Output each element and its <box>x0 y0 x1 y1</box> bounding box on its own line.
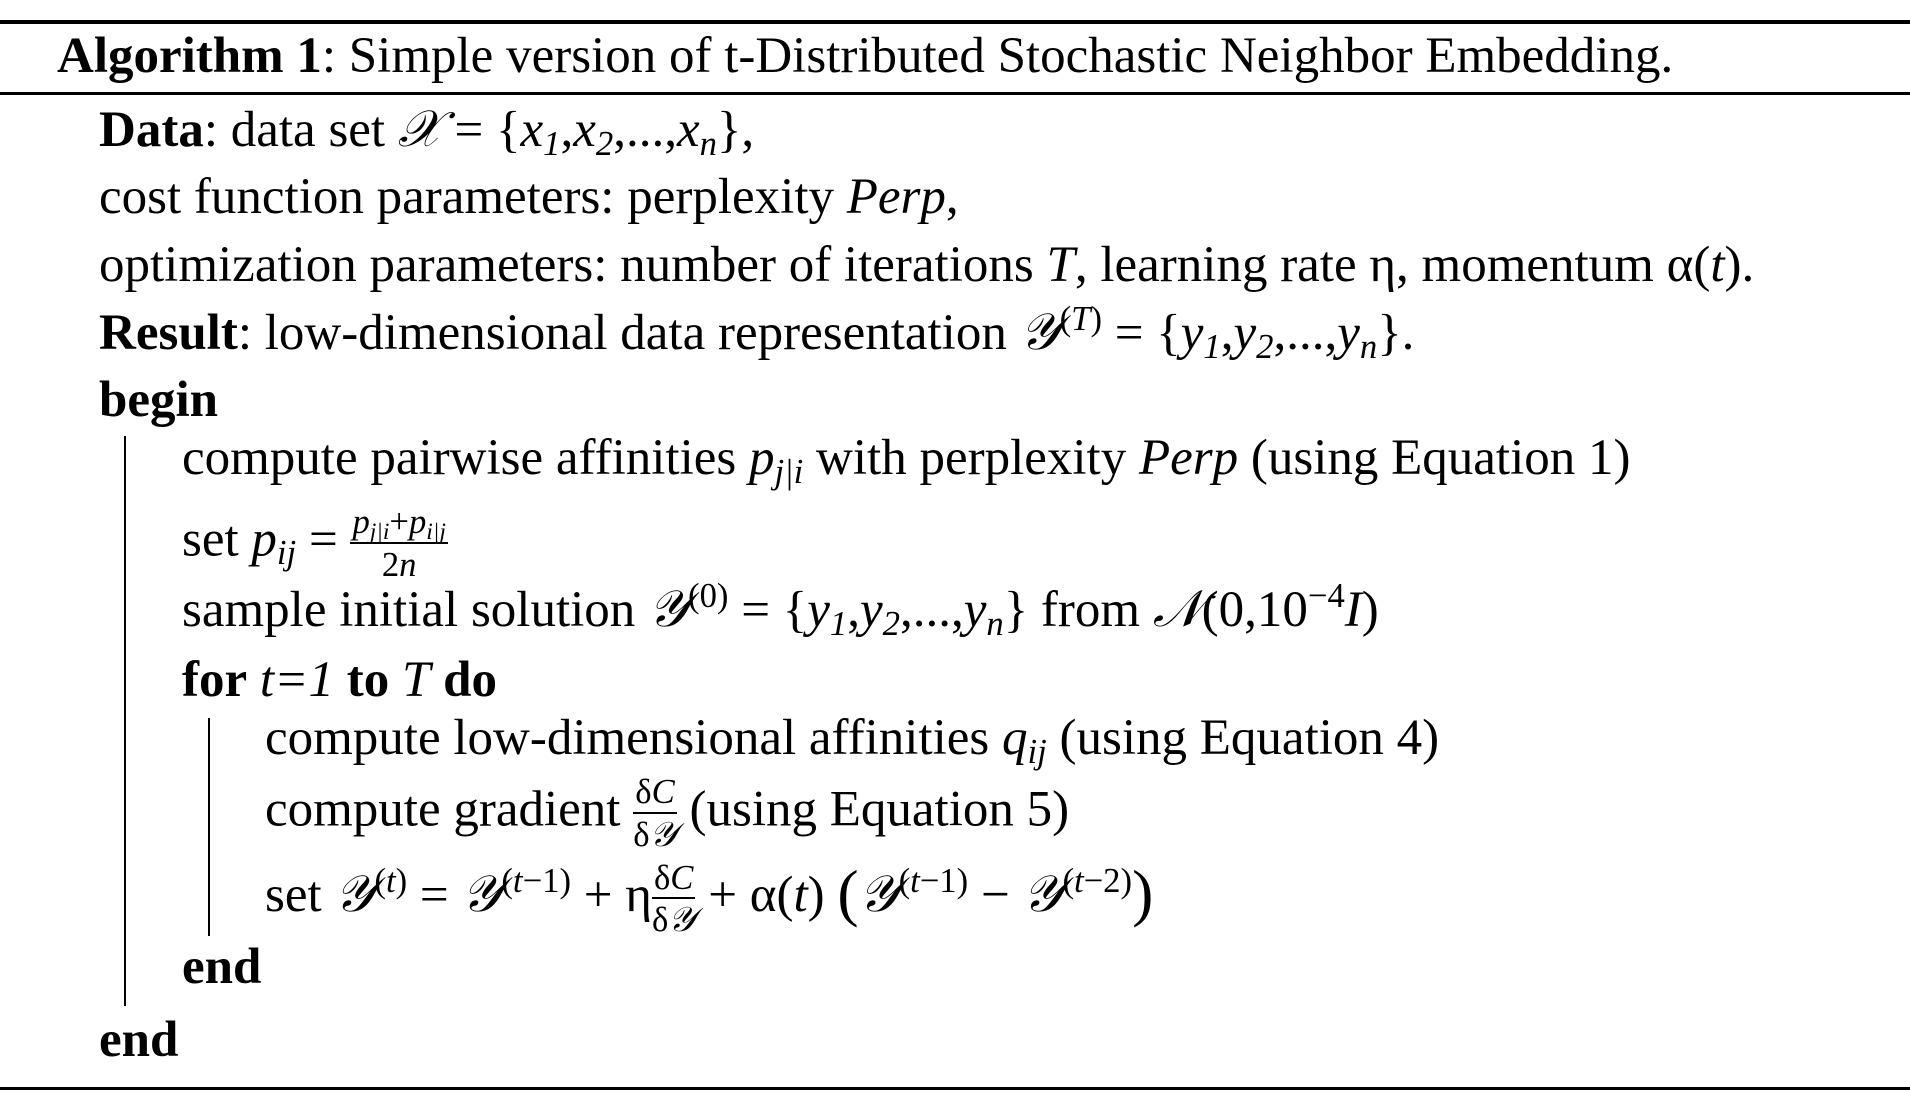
begin-block-bar <box>124 436 126 1006</box>
perp-symbol: Perp <box>846 169 946 225</box>
data-keyword: Data <box>99 102 204 158</box>
update-fraction: $\frac{\delta C}{\text{δ𝒴}}$ <box>651 857 696 941</box>
using-eq4-text: (using Equation 4) <box>1059 710 1440 766</box>
end-for-keyword: end <box>182 939 262 995</box>
for-keyword: for <box>182 652 248 708</box>
using-eq1-text: (using Equation 1) <box>1250 430 1631 486</box>
begin-keyword: begin <box>99 372 219 428</box>
set-pij-line: set pij = $\frac{pj|i+pi|j}{2n}$ <box>182 502 446 584</box>
t-eq-1: t=1 <box>259 652 334 708</box>
compute-gradient-text: compute gradient <box>265 781 621 838</box>
set-word-2: set <box>265 867 322 923</box>
compute-pairwise-text: compute pairwise affinities <box>182 430 737 486</box>
data-line: Data: data set 𝒳 = {x1,x2,...,xn}, <box>99 100 755 163</box>
compute-low-text: compute low-dimensional affinities <box>265 710 990 766</box>
from-word: from <box>1040 582 1141 638</box>
compute-pairwise-line: compute pairwise affinities pj|i with perplexity Perp (using Equation 1) <box>182 430 1631 491</box>
update-line: set 𝒴$^{(t)}$ = 𝒴$^{(t-1)}$ + η $\frac{\delta C}{\text{δ𝒴}}$ + α(t) (𝒴$^{(t-1)}$ − 𝒴$^{(t-2)}$) <box>265 857 1154 941</box>
result-line: Result: low-dimensional data representation 𝒴$^{(T)}$ = {y1,y2,...,yn}. <box>99 298 1415 366</box>
perp-symbol-2: Perp <box>1138 430 1239 486</box>
compute-low-line: compute low-dimensional affinities qij (using Equation 4) <box>265 710 1440 771</box>
gradient-fraction: $\frac{\delta C}{\text{δ𝒴}}$ <box>633 772 677 855</box>
cost-params-text: cost function parameters: perplexity <box>99 169 834 225</box>
end-begin-line <box>99 1010 178 1070</box>
end-begin-keyword: end <box>99 1012 179 1068</box>
t-symbol-2: T <box>401 652 431 708</box>
cost-params-line: cost function parameters: perplexity Perp, <box>99 169 959 225</box>
end-for-line <box>182 937 261 997</box>
begin-line <box>99 370 218 430</box>
algorithm-label: Algorithm 1 <box>57 28 322 84</box>
algorithm-caption <box>57 24 1673 88</box>
sample-initial-text: sample initial solution <box>182 582 636 638</box>
data-description: : data set <box>203 102 386 158</box>
result-keyword: Result <box>99 305 238 361</box>
sample-initial-line: sample initial solution 𝒴$^{(0)}$ = {y1,y2,...,yn} from $𝒩(0,10^{-4}I)$ <box>182 575 1379 643</box>
do-keyword: do <box>443 652 497 708</box>
result-description: : low-dimensional data representation <box>237 305 1007 361</box>
using-eq5-text: (using Equation 5) <box>689 781 1070 838</box>
set-word: set <box>182 511 239 568</box>
to-keyword: to <box>346 652 390 708</box>
t-symbol: T <box>1046 237 1075 293</box>
with-perplexity-text: with perplexity <box>816 430 1127 486</box>
opt-params-text: optimization parameters: number of iterations <box>99 237 1034 293</box>
compute-gradient-line <box>265 772 1070 855</box>
header-rule <box>0 92 1910 95</box>
learning-rate-text: , learning rate η, momentum α( <box>1074 237 1711 293</box>
for-line <box>182 650 497 710</box>
opt-params-line: optimization parameters: number of iterations T, learning rate η, momentum α(t). <box>99 237 1755 293</box>
algorithm-title: : Simple version of t-Distributed Stochastic Neighbor Embedding. <box>321 28 1674 84</box>
for-block-bar <box>208 718 210 936</box>
bottom-rule <box>0 1087 1910 1090</box>
pij-fraction: $\frac{pj|i+pi|j}{2n}$ <box>352 502 446 584</box>
